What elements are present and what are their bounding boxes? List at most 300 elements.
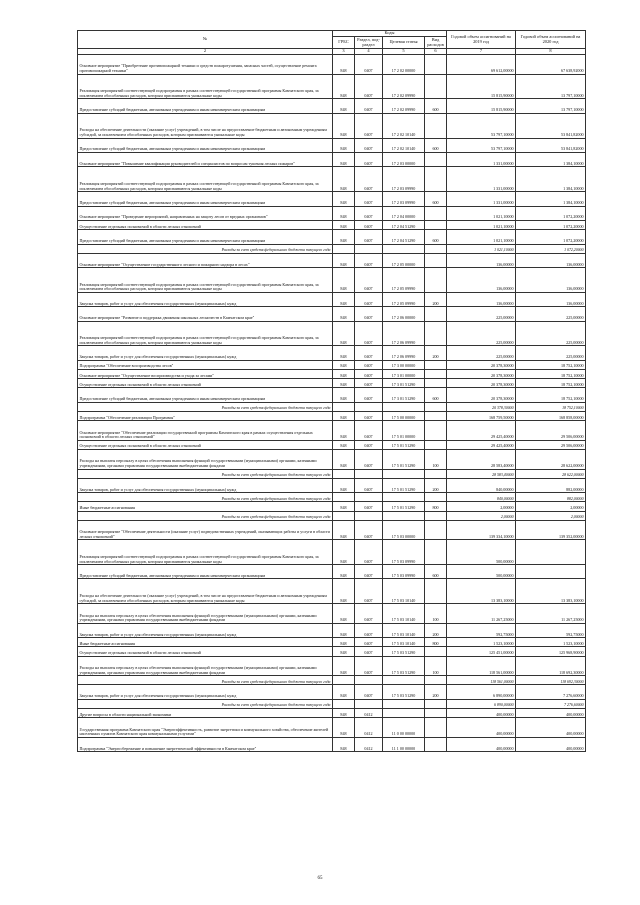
- row-grbs: 848: [333, 253, 355, 267]
- row-vol2019: 1 021,10000: [447, 206, 516, 220]
- col-no-header: №: [78, 31, 333, 49]
- row-target: 17 3 01 51290: [383, 388, 425, 402]
- row-type: [425, 113, 447, 138]
- row-type: [425, 370, 447, 379]
- row-target: 17 2 02 10140: [383, 138, 425, 152]
- row-section: 0407: [355, 220, 383, 229]
- row-vol2019: 400,00000: [447, 718, 516, 738]
- table-row: [78, 230, 586, 244]
- row-type: [425, 412, 447, 421]
- row-type: [425, 440, 447, 449]
- row-vol2020: 1 523,10000: [516, 638, 586, 647]
- row-target: 17 3 00 00000: [383, 360, 425, 369]
- row-section: [355, 402, 383, 411]
- row-type: [425, 647, 447, 656]
- row-type: 200: [425, 346, 447, 360]
- row-section: 0407: [355, 502, 383, 511]
- row-vol2020: 592,75000: [516, 623, 586, 637]
- row-grbs: 848: [333, 152, 355, 166]
- row-target: 17 5 03 09990: [383, 565, 425, 579]
- row-type: 600: [425, 99, 447, 113]
- row-target: 17 5 03 09990: [383, 540, 425, 565]
- row-type: 200: [425, 292, 447, 306]
- row-type: 800: [425, 638, 447, 647]
- row-type: [425, 307, 447, 321]
- row-type: [425, 253, 447, 267]
- row-type: 100: [425, 604, 447, 624]
- table-row: [78, 656, 586, 676]
- row-section: 0407: [355, 540, 383, 565]
- row-section: 0407: [355, 685, 383, 699]
- table-row: [78, 718, 586, 738]
- row-type: 200: [425, 685, 447, 699]
- row-name: Закупка товаров, работ и услуг для обеспечения государственных (муниципальных) нужд: [78, 292, 333, 306]
- row-grbs: 848: [333, 113, 355, 138]
- row-vol2019: 225,00000: [447, 321, 516, 346]
- row-grbs: 848: [333, 360, 355, 369]
- row-name: Основное мероприятие "Осуществление государственного лесного и пожарного надзора в лесах": [78, 253, 333, 267]
- row-vol2019: 2,00000: [447, 511, 516, 520]
- row-grbs: 848: [333, 206, 355, 220]
- row-type: 200: [425, 623, 447, 637]
- row-vol2020: 53 841,82000: [516, 138, 586, 152]
- row-vol2020: 29 506,00000: [516, 440, 586, 449]
- row-vol2020: 1 384,10000: [516, 192, 586, 206]
- row-vol2020: [516, 540, 586, 565]
- row-vol2019: 6 890,00000: [447, 685, 516, 699]
- row-vol2020: 168 858,00000: [516, 412, 586, 421]
- row-type: [425, 55, 447, 75]
- row-vol2019: 1 021,10000: [447, 220, 516, 229]
- column-number: 3: [333, 49, 355, 55]
- row-name: Основное мероприятие "Обеспечение деятельности (оказание услуг) подведомственных учреждений, оказывающих работы и услуги в области лесных отношений": [78, 520, 333, 540]
- row-vol2019: 29 425,40000: [447, 440, 516, 449]
- row-vol2020: 1 384,10000: [516, 167, 586, 192]
- row-section: [355, 244, 383, 253]
- row-target: 17 2 02 09990: [383, 99, 425, 113]
- column-number: 5: [383, 49, 425, 55]
- row-name: Реализация мероприятий соответствующей подпрограммы в рамках соответствующей государственной программы Камчатского края, за исключением обособленных расходов, которым присваиваются уникальные коды: [78, 74, 333, 99]
- row-name: Расходы на выплаты персоналу в целях обеспечения выполнения функций государственными (муниципальными) органами, казенными учреждениями, органами управления государственными внебюджетными фондами: [78, 604, 333, 624]
- row-section: 0407: [355, 565, 383, 579]
- type-header: Вид расходов: [425, 37, 447, 49]
- row-vol2019: 2,00000: [447, 502, 516, 511]
- row-vol2020: 18 752,10000: [516, 370, 586, 379]
- row-section: 0407: [355, 74, 383, 99]
- row-section: 0407: [355, 321, 383, 346]
- row-grbs: 848: [333, 709, 355, 718]
- table-row: [78, 220, 586, 229]
- row-name: Предоставление субсидий бюджетным, автономным учреждениям и иным некоммерческим организациям: [78, 192, 333, 206]
- row-grbs: 848: [333, 321, 355, 346]
- row-vol2019: 20 378,30000: [447, 360, 516, 369]
- row-vol2019: 118 561,00000: [447, 676, 516, 685]
- row-section: 0407: [355, 520, 383, 540]
- row-vol2019: 53 797,10000: [447, 113, 516, 138]
- row-name: Закупка товаров, работ и услуг для обеспечения государственных (муниципальных) нужд: [78, 623, 333, 637]
- row-grbs: [333, 493, 355, 502]
- row-section: 0412: [355, 737, 383, 751]
- row-name: Основное мероприятие "Повышение квалификации руководителей и специалистов по вопросам тушения лесных пожаров": [78, 152, 333, 166]
- row-vol2020: 882,00000: [516, 493, 586, 502]
- row-section: [355, 469, 383, 478]
- row-grbs: 848: [333, 737, 355, 751]
- row-type: [425, 520, 447, 540]
- row-vol2019: 29 425,40000: [447, 421, 516, 441]
- row-section: 0407: [355, 449, 383, 469]
- row-type: [425, 469, 447, 478]
- table-row: [78, 167, 586, 192]
- row-name: Основное мероприятие "Приобретение противопожарной техники и средств пожаротушения, запасных частей, осуществление ремонта противопожарной техники": [78, 55, 333, 75]
- row-grbs: 848: [333, 412, 355, 421]
- budget-table: [77, 30, 586, 752]
- table-row: [78, 206, 586, 220]
- row-vol2020: 18 752,10000: [516, 388, 586, 402]
- row-name: Осуществление отдельных полномочий в области лесных отношений: [78, 647, 333, 656]
- row-vol2020: 136,00000: [516, 268, 586, 293]
- row-name: Другие вопросы в области национальной экономики: [78, 709, 333, 718]
- federal-budget-note-row: [78, 493, 586, 502]
- row-target: 17 2 05 00000: [383, 253, 425, 267]
- table-row: [78, 346, 586, 360]
- table-row: [78, 604, 586, 624]
- grbs-header: ГРБС: [333, 37, 355, 49]
- federal-budget-note-row: [78, 402, 586, 411]
- table-row: [78, 623, 586, 637]
- row-vol2019: 1 331,00000: [447, 167, 516, 192]
- row-section: 0407: [355, 307, 383, 321]
- row-name: Расходы на выплаты персоналу в целях обеспечения выполнения функций государственными (муниципальными) органами, казенными учреждениями, органами управления государственными внебюджетными фондами: [78, 449, 333, 469]
- table-row: [78, 638, 586, 647]
- row-type: [425, 379, 447, 388]
- row-vol2019: 6 890,00000: [447, 699, 516, 708]
- row-vol2020: 125 968,90000: [516, 647, 586, 656]
- row-type: [425, 321, 447, 346]
- row-vol2019: 1 331,00000: [447, 152, 516, 166]
- table-row: [78, 421, 586, 441]
- table-row: [78, 647, 586, 656]
- row-section: 0407: [355, 604, 383, 624]
- row-grbs: 848: [333, 421, 355, 441]
- row-name: Предоставление субсидий бюджетным, автономным учреждениям и иным некоммерческим организациям: [78, 138, 333, 152]
- table-row: [78, 192, 586, 206]
- table-header: [78, 31, 586, 55]
- row-grbs: 848: [333, 540, 355, 565]
- row-vol2020: 18 752,10000: [516, 360, 586, 369]
- row-vol2019: 1 021,10000: [447, 230, 516, 244]
- row-name: Расходы за счет средств федерального бюджета текущего года: [78, 699, 333, 708]
- row-vol2019: 1 331,00000: [447, 192, 516, 206]
- row-grbs: 848: [333, 520, 355, 540]
- row-vol2020: 53 841,82000: [516, 113, 586, 138]
- row-name: Реализация мероприятий соответствующей подпрограммы в рамках соответствующей государственной программы Камчатского края, за исключением обособленных расходов, которым присваиваются уникальные коды: [78, 167, 333, 192]
- row-vol2020: 1 072,20000: [516, 244, 586, 253]
- row-vol2019: 20 378,30000: [447, 379, 516, 388]
- row-section: 0412: [355, 709, 383, 718]
- row-vol2020: 118 692,30000: [516, 656, 586, 676]
- row-type: [425, 74, 447, 99]
- row-vol2020: 11 267,25000: [516, 604, 586, 624]
- row-name: Реализация мероприятий соответствующей подпрограммы в рамках соответствующей государственной программы Камчатского края, за исключением обособленных расходов, которым присваиваются уникальные коды: [78, 540, 333, 565]
- row-target: 17 2 02 00000: [383, 55, 425, 75]
- row-grbs: 848: [333, 449, 355, 469]
- row-vol2019: 136,00000: [447, 253, 516, 267]
- row-type: [425, 540, 447, 565]
- row-vol2019: 136,00000: [447, 268, 516, 293]
- row-vol2020: 225,00000: [516, 321, 586, 346]
- row-name: Осуществление отдельных полномочий в области лесных отношений: [78, 220, 333, 229]
- row-vol2020: 136,00000: [516, 292, 586, 306]
- row-target: 17 2 02 10140: [383, 113, 425, 138]
- federal-budget-note-row: [78, 244, 586, 253]
- row-section: 0407: [355, 152, 383, 166]
- table-row: [78, 138, 586, 152]
- row-vol2019: 500,00000: [447, 565, 516, 579]
- row-type: 100: [425, 449, 447, 469]
- table-row: [78, 370, 586, 379]
- row-target: 11 1 00 00000: [383, 737, 425, 751]
- row-vol2020: 2,00000: [516, 502, 586, 511]
- row-name: Расходы за счет средств федерального бюджета текущего года: [78, 676, 333, 685]
- table-row: [78, 737, 586, 751]
- row-vol2020: 118 692,30000: [516, 676, 586, 685]
- row-target: 17 5 00 00000: [383, 412, 425, 421]
- row-vol2019: 400,00000: [447, 737, 516, 751]
- vol2020-header: Годовой объем ассигнований на 2020 год: [516, 31, 586, 49]
- table-row: [78, 520, 586, 540]
- row-target: 17 5 01 51290: [383, 449, 425, 469]
- row-name: Предоставление субсидий бюджетным, автономным учреждениям и иным некоммерческим организациям: [78, 388, 333, 402]
- row-type: 600: [425, 565, 447, 579]
- row-type: 800: [425, 502, 447, 511]
- row-type: 600: [425, 192, 447, 206]
- row-grbs: 848: [333, 268, 355, 293]
- row-section: 0407: [355, 421, 383, 441]
- row-name: Расходы за счет средств федерального бюджета текущего года: [78, 402, 333, 411]
- vol2019-header: Годовой объем ассигнований на 2019 год: [447, 31, 516, 49]
- row-section: 0407: [355, 412, 383, 421]
- row-section: 0407: [355, 138, 383, 152]
- row-grbs: 848: [333, 440, 355, 449]
- row-name: Расходы на выплаты персоналу в целях обеспечения выполнения функций государственными (муниципальными) органами, казенными учреждениями, органами управления государственными внебюджетными фондами: [78, 656, 333, 676]
- row-name: Основное мероприятие "Осуществление воспроизводства и ухода за лесами": [78, 370, 333, 379]
- table-row: [78, 268, 586, 293]
- row-grbs: 848: [333, 604, 355, 624]
- row-type: 600: [425, 388, 447, 402]
- row-grbs: 848: [333, 230, 355, 244]
- row-target: [383, 511, 425, 520]
- row-target: 17 5 01 51290: [383, 440, 425, 449]
- row-target: 17 2 03 09990: [383, 167, 425, 192]
- table-row: [78, 74, 586, 99]
- row-section: 0407: [355, 440, 383, 449]
- row-grbs: 848: [333, 99, 355, 113]
- row-vol2020: 400,00000: [516, 709, 586, 718]
- row-vol2019: 592,75000: [447, 623, 516, 637]
- row-vol2019: 53 797,10000: [447, 138, 516, 152]
- table-row: [78, 253, 586, 267]
- row-type: [425, 699, 447, 708]
- table-row: [78, 321, 586, 346]
- row-target: [383, 493, 425, 502]
- row-grbs: 848: [333, 579, 355, 604]
- row-section: [355, 493, 383, 502]
- table-row: [78, 55, 586, 75]
- table-row: [78, 502, 586, 511]
- column-number: 8: [516, 49, 586, 55]
- row-vol2019: 225,00000: [447, 346, 516, 360]
- table-row: [78, 388, 586, 402]
- row-target: 17 5 01 51290: [383, 502, 425, 511]
- table-row: [78, 449, 586, 469]
- table-row: [78, 709, 586, 718]
- row-type: [425, 511, 447, 520]
- row-grbs: 848: [333, 718, 355, 738]
- row-name: Расходы за счет средств федерального бюджета текущего года: [78, 244, 333, 253]
- row-vol2020: 1 072,20000: [516, 230, 586, 244]
- row-grbs: 848: [333, 623, 355, 637]
- row-name: Основное мероприятие "Развитие и поддержка движения школьных лесничеств в Камчатском крае": [78, 307, 333, 321]
- row-vol2020: 7 276,60000: [516, 699, 586, 708]
- row-target: 17 2 04 00000: [383, 206, 425, 220]
- row-grbs: 848: [333, 220, 355, 229]
- row-type: [425, 737, 447, 751]
- row-grbs: 848: [333, 685, 355, 699]
- row-vol2019: 840,00000: [447, 478, 516, 492]
- row-type: [425, 244, 447, 253]
- row-grbs: 848: [333, 346, 355, 360]
- row-vol2019: 13 383,10000: [447, 579, 516, 604]
- row-target: 17 5 03 10140: [383, 604, 425, 624]
- row-target: 17 2 04 51290: [383, 230, 425, 244]
- row-target: 17 2 03 09990: [383, 192, 425, 206]
- table-row: [78, 579, 586, 604]
- row-name: Осуществление отдельных полномочий в области лесных отношений: [78, 379, 333, 388]
- row-name: Основное мероприятие "Проведение мероприятий, направленных на защиту лесов от вредных организмов": [78, 206, 333, 220]
- page-number: 65: [317, 876, 323, 881]
- row-type: [425, 579, 447, 604]
- row-section: [355, 511, 383, 520]
- row-vol2019: 139 334,10000: [447, 520, 516, 540]
- row-target: 17 2 06 00000: [383, 307, 425, 321]
- row-section: 0407: [355, 192, 383, 206]
- table-row: [78, 440, 586, 449]
- row-vol2020: 13 383,10000: [516, 579, 586, 604]
- row-grbs: 848: [333, 370, 355, 379]
- row-section: 0407: [355, 388, 383, 402]
- row-section: 0407: [355, 370, 383, 379]
- row-vol2020: 225,00000: [516, 307, 586, 321]
- row-type: 100: [425, 656, 447, 676]
- row-vol2019: 136,00000: [447, 292, 516, 306]
- row-target: 17 5 03 10140: [383, 579, 425, 604]
- row-type: [425, 360, 447, 369]
- row-name: Закупка товаров, работ и услуг для обеспечения государственных (муниципальных) нужд: [78, 346, 333, 360]
- row-vol2019: 225,00000: [447, 307, 516, 321]
- column-number: 2: [78, 49, 333, 55]
- row-vol2020: 1 384,10000: [516, 152, 586, 166]
- row-target: 17 5 01 51290: [383, 478, 425, 492]
- row-grbs: 848: [333, 638, 355, 647]
- row-target: 17 2 04 51290: [383, 220, 425, 229]
- row-name: Предоставление субсидий бюджетным, автономным учреждениям и иным некоммерческим организациям: [78, 230, 333, 244]
- row-section: 0407: [355, 638, 383, 647]
- row-target: 17 2 03 00000: [383, 152, 425, 166]
- table-row: [78, 307, 586, 321]
- table-row: [78, 565, 586, 579]
- table-row: [78, 379, 586, 388]
- row-target: 17 5 03 51290: [383, 685, 425, 699]
- row-grbs: 848: [333, 565, 355, 579]
- column-number: 4: [355, 49, 383, 55]
- row-section: 0412: [355, 718, 383, 738]
- row-grbs: [333, 676, 355, 685]
- row-vol2020: 400,00000: [516, 737, 586, 751]
- row-vol2020: [516, 565, 586, 579]
- row-target: [383, 402, 425, 411]
- row-type: [425, 421, 447, 441]
- row-name: Предоставление субсидий бюджетным, автономным учреждениям и иным некоммерческим организациям: [78, 99, 333, 113]
- table-body: [78, 55, 586, 752]
- section-header: Раздел, под-раздел: [355, 37, 383, 49]
- row-grbs: 848: [333, 74, 355, 99]
- table-row: [78, 152, 586, 166]
- codes-group-header: Коды: [333, 31, 447, 37]
- row-vol2019: 20 378,30000: [447, 388, 516, 402]
- row-vol2019: 1 021,10000: [447, 244, 516, 253]
- row-type: [425, 676, 447, 685]
- row-vol2020: 13 797,10000: [516, 74, 586, 99]
- row-name: Расходы на обеспечение деятельности (оказание услуг) учреждений, в том числе на предоставление бюджетным и автономным учреждениям субсидий, за исключением обособленных расходов, которым присваиваются уникальные коды: [78, 579, 333, 604]
- row-grbs: 848: [333, 647, 355, 656]
- row-target: 17 5 01 00000: [383, 421, 425, 441]
- row-name: Осуществление отдельных полномочий в области лесных отношений: [78, 440, 333, 449]
- row-target: 17 2 06 09990: [383, 346, 425, 360]
- row-vol2019: 28 583,40000: [447, 449, 516, 469]
- row-target: 17 2 05 09990: [383, 292, 425, 306]
- row-target: 17 5 03 10140: [383, 638, 425, 647]
- row-grbs: 848: [333, 292, 355, 306]
- row-vol2019: 15 815,90000: [447, 74, 516, 99]
- row-vol2019: 11 267,25000: [447, 604, 516, 624]
- table-row: [78, 540, 586, 565]
- row-section: 0407: [355, 230, 383, 244]
- row-target: [383, 469, 425, 478]
- table-row: [78, 478, 586, 492]
- row-vol2019: 20 378,30000: [447, 370, 516, 379]
- row-section: 0407: [355, 579, 383, 604]
- column-number: 7: [447, 49, 516, 55]
- table-row: [78, 685, 586, 699]
- row-section: 0407: [355, 360, 383, 369]
- row-vol2019: 125 451,00000: [447, 647, 516, 656]
- row-target: 17 5 03 00000: [383, 520, 425, 540]
- row-grbs: [333, 469, 355, 478]
- row-grbs: 848: [333, 388, 355, 402]
- row-section: 0407: [355, 478, 383, 492]
- row-vol2020: 225,00000: [516, 346, 586, 360]
- row-grbs: 848: [333, 307, 355, 321]
- row-vol2020: 400,00000: [516, 718, 586, 738]
- row-vol2020: 136,00000: [516, 253, 586, 267]
- row-grbs: 848: [333, 379, 355, 388]
- column-number: 6: [425, 49, 447, 55]
- row-type: [425, 167, 447, 192]
- row-type: [425, 152, 447, 166]
- row-type: [425, 709, 447, 718]
- row-vol2020: 67 638,92000: [516, 55, 586, 75]
- row-target: 17 5 03 51290: [383, 656, 425, 676]
